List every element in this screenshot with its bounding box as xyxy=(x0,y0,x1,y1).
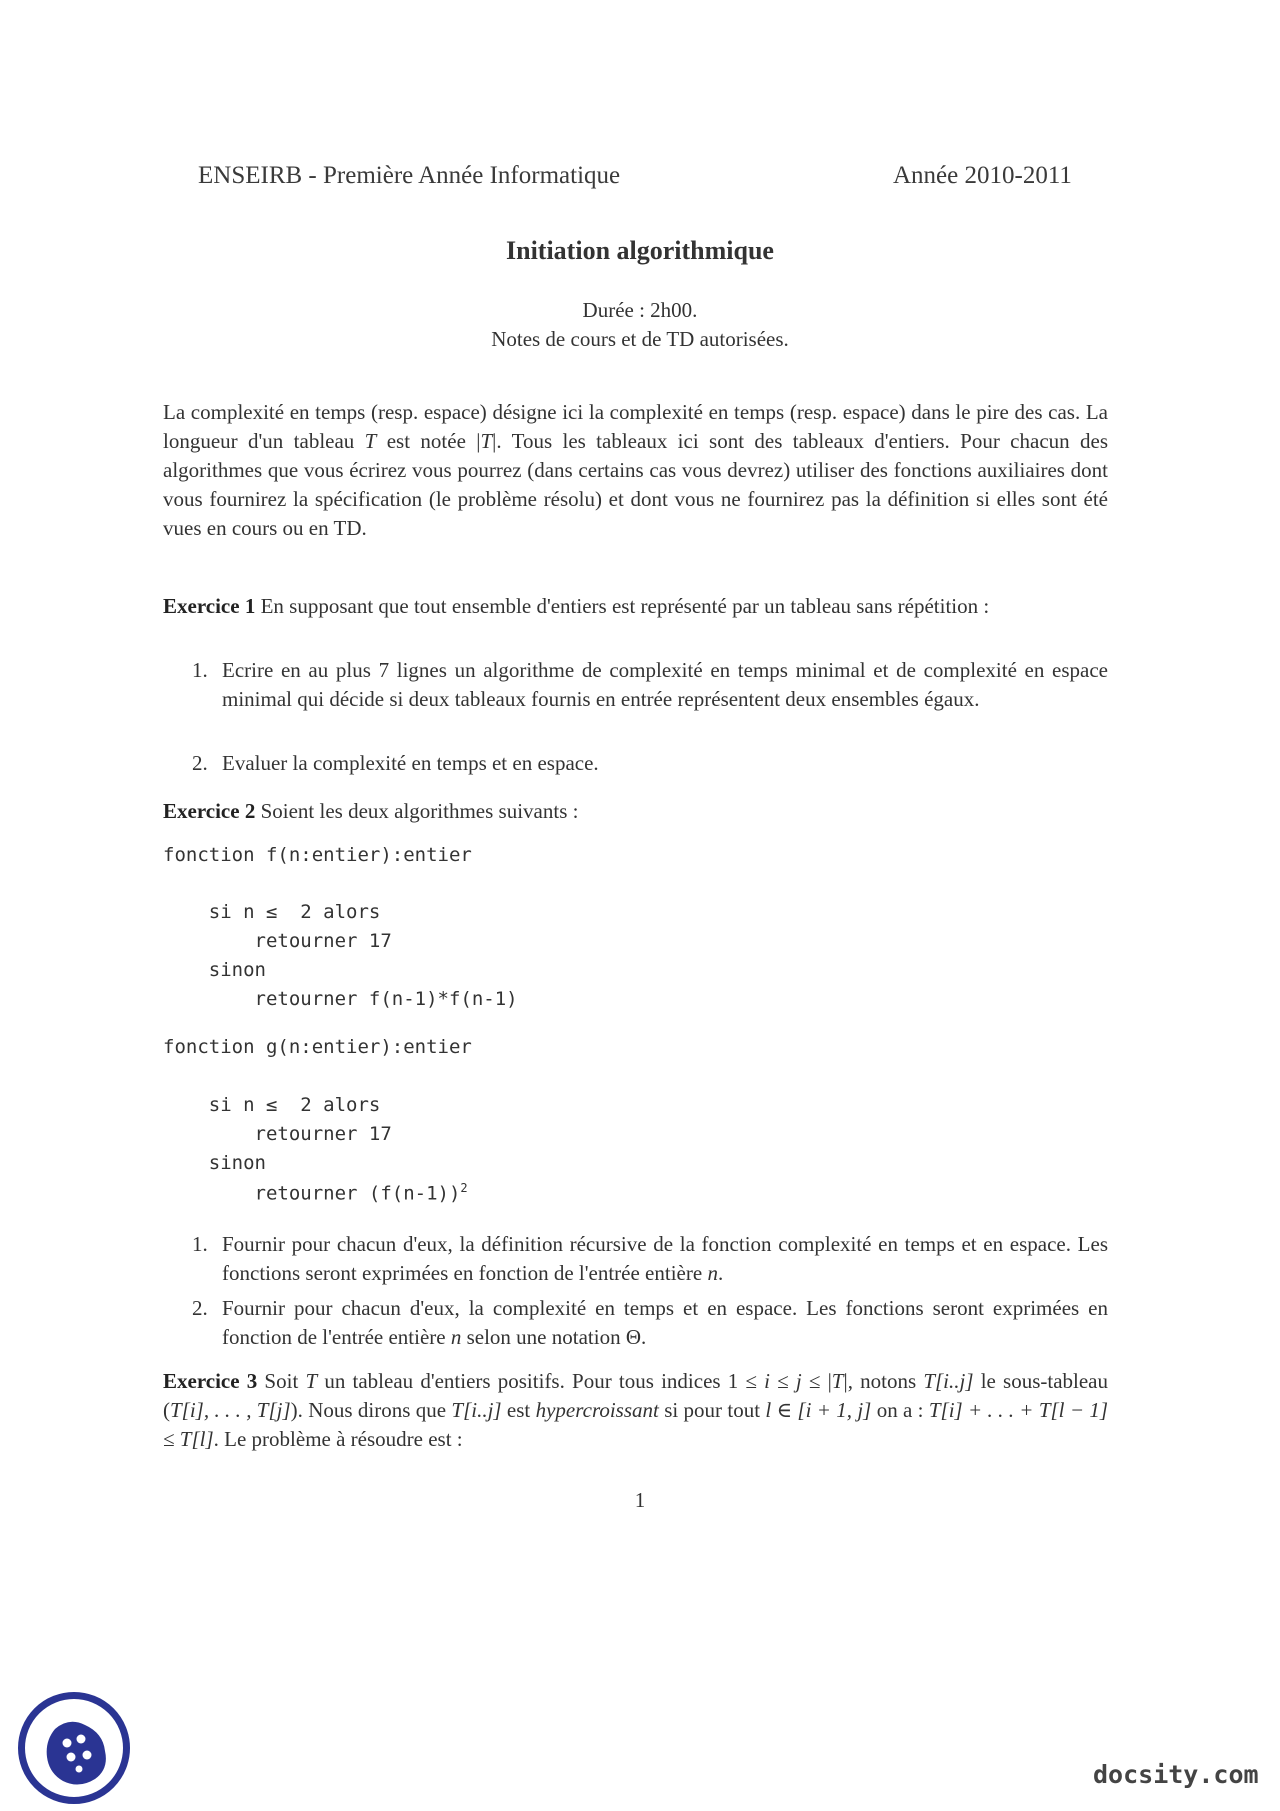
superscript: 2 xyxy=(460,1181,468,1195)
code-line: sinon xyxy=(163,1152,266,1174)
exercise-1-label: Exercice 1 xyxy=(163,594,256,618)
code-line: retourner 17 xyxy=(163,1123,392,1145)
exercise-2-label: Exercice 2 xyxy=(163,799,256,823)
code-line: fonction g(n:entier):entier xyxy=(163,1036,472,1058)
course-header: ENSEIRB - Première Année Informatique xyxy=(198,162,621,189)
exercise-1-item-1: 1. Ecrire en au plus 7 lignes un algorithme de complexité en temps minimal et de complexité en espace minimal qui décide si deux tableaux fournis en entrée représentent deux ensembles égaux. xyxy=(192,658,1108,711)
exercise-1-item-2: 2. Evaluer la complexité en temps et en espace. xyxy=(192,751,599,775)
code-line: retourner $(f(n-1))^2$ xyxy=(163,1181,468,1205)
exam-duration: Durée : 2h00. xyxy=(582,298,698,322)
docsity-brand-link[interactable]: docsity.com xyxy=(1093,1760,1259,1789)
code-line: si n ≤ 2 alors xyxy=(163,901,381,923)
intro-paragraph: La complexité en temps (resp. espace) désigne ici la complexité en temps (resp. espace) dans le pire des cas. La longueur d'un tableau T est notée |T|. Tous les tableaux ici sont des tableaux d'entiers. Pour chacun des algorithmes que vous écrirez vous pourrez (dans certains cas vous devrez) utiliser des fonctions auxiliaires dont vous fournirez la spécification (le problème résolu) et dont vous ne fournirez pas la définition si elles sont été vues en cours ou en TD. xyxy=(163,400,1108,540)
code-line: sinon xyxy=(163,959,266,981)
exercise-1-statement: Exercice 1 En supposant que tout ensemble d'entiers est représenté par un tableau sans répétition : xyxy=(163,594,990,618)
page-number: 1 xyxy=(634,1488,646,1512)
exercise-3-statement: Exercice 3 Soit T un tableau d'entiers positifs. Pour tous indices 1 ≤ i ≤ j ≤ |T|, notons T[i..j] le sous-tableau (T[i], . . . , T[j]). Nous dirons que T[i..j] est hypercroissant si pour tout l ∈ [i + 1, j] on a : T[i] + . . . + T[l − 1] ≤ T[l]. Le problème à résoudre est : xyxy=(163,1369,1109,1451)
exercise-2-statement: Exercice 2 Soient les deux algorithmes suivants : xyxy=(163,799,579,823)
exam-notes: Notes de cours et de TD autorisées. xyxy=(491,327,789,351)
exercise-3-label: Exercice 3 xyxy=(163,1369,258,1393)
code-line: retourner 17 xyxy=(163,930,392,952)
code-line: si n ≤ 2 alors xyxy=(163,1094,381,1116)
exercise-2-item-2: 2. Fournir pour chacun d'eux, la complexité en temps et en espace. Les fonctions seront exprimées en fonction de l'entrée entière n selon une notation Θ. xyxy=(192,1296,1108,1349)
exercise-2-item-1: 1. Fournir pour chacun d'eux, la définition récursive de la fonction complexité en temps et en espace. Les fonctions seront exprimées en fonction de l'entrée entière n. xyxy=(192,1232,1108,1285)
code-line: retourner f(n-1)*f(n-1) xyxy=(163,988,518,1010)
docsity-logo-graphic xyxy=(25,1699,123,1797)
academic-year: Année 2010-2011 xyxy=(893,162,1072,189)
hypercroissant-term: hypercroissant xyxy=(535,1398,659,1422)
docsity-logo-icon[interactable] xyxy=(18,1692,130,1804)
code-line: fonction f(n:entier):entier xyxy=(163,844,472,866)
page-title: Initiation algorithmique xyxy=(506,236,774,265)
